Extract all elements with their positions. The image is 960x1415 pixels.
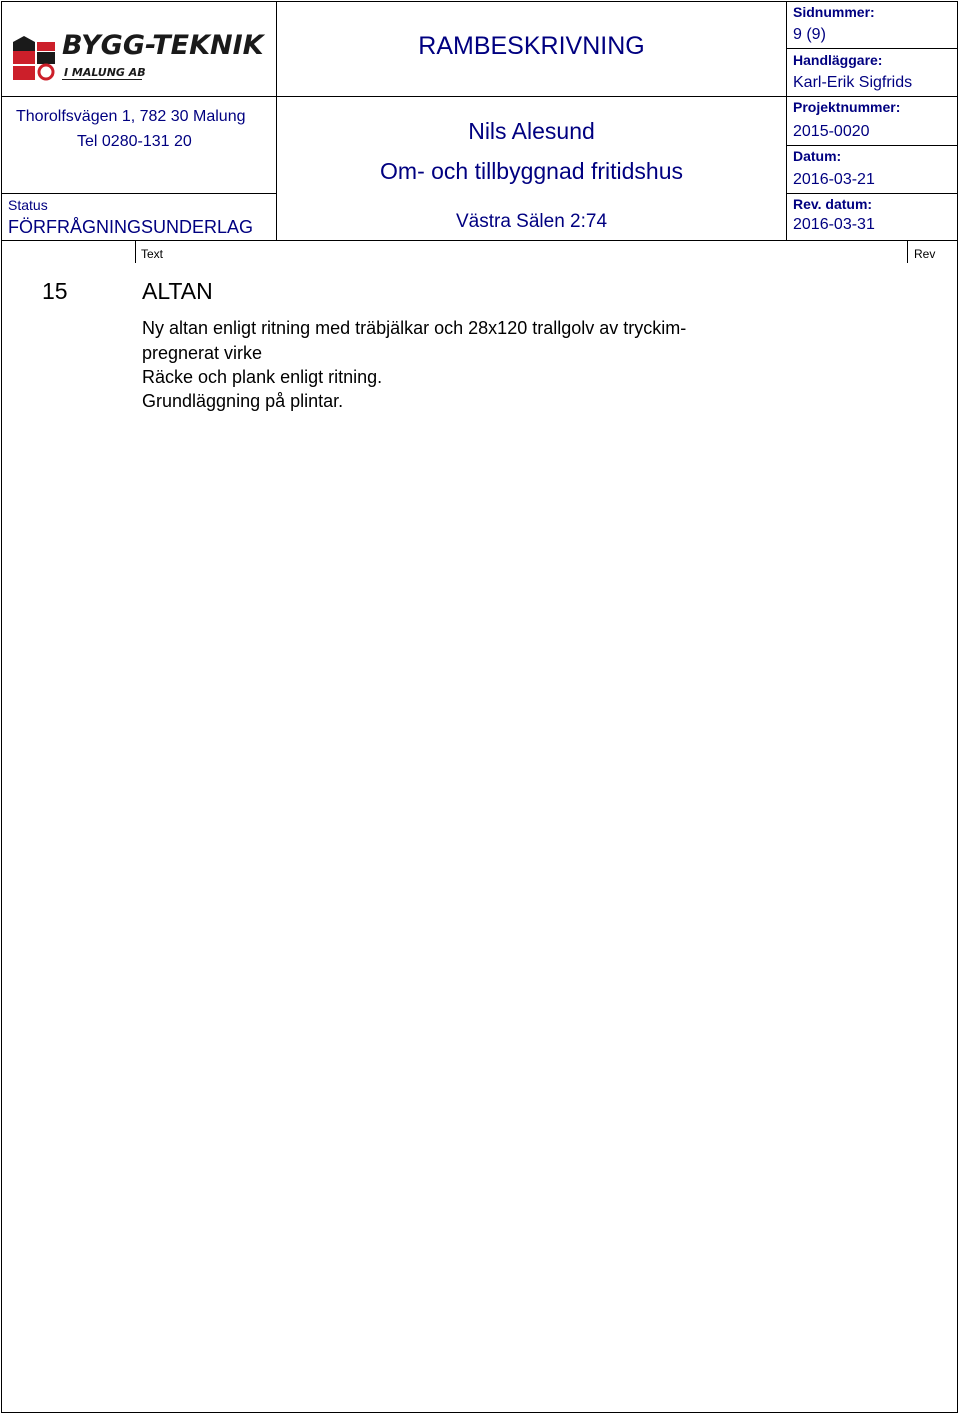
client-name: Nils Alesund	[468, 118, 595, 144]
section-title: ALTAN	[142, 278, 213, 304]
meta-divider-2	[786, 96, 958, 97]
status-label: Status	[8, 197, 48, 213]
company-address: Thorolfsvägen 1, 782 30 Malung	[16, 108, 246, 125]
company-subtitle: I MALUNG AB	[64, 66, 146, 79]
rev-date-label: Rev. datum:	[793, 196, 873, 212]
address-status-divider	[1, 193, 277, 194]
status-value: FÖRFRÅGNINGSUNDERLAG	[8, 217, 254, 237]
page-number-label: Sidnummer:	[793, 4, 875, 20]
handler-label: Handläggare:	[793, 52, 883, 68]
meta-divider-4	[786, 193, 958, 194]
date-value: 2016-03-21	[793, 171, 875, 188]
company-phone: Tel 0280-131 20	[77, 133, 192, 150]
rev-column-label: Rev	[914, 247, 936, 261]
project-number-label: Projektnummer:	[793, 99, 901, 115]
handler-value: Karl-Erik Sigfrids	[793, 74, 913, 91]
project-location: Västra Sälen 2:74	[455, 211, 608, 232]
section-text-line: Ny altan enligt ritning med träbjälkar och 28x120 trallgolv av tryckim-	[142, 318, 687, 338]
title-divider	[276, 96, 787, 97]
section-text-line: Grundläggning på plintar.	[142, 391, 344, 411]
logo-mark-icon	[10, 30, 60, 82]
rev-date-value: 2016-03-31	[793, 216, 875, 233]
text-column-marker	[135, 241, 136, 263]
section-text-line: pregnerat virke	[142, 343, 263, 363]
logo-address-divider	[1, 96, 277, 97]
document-type: RAMBESKRIVNING	[418, 32, 645, 60]
text-column-label: Text	[141, 247, 164, 261]
rev-column-marker	[907, 241, 908, 263]
section-number: 15	[42, 278, 68, 304]
date-label: Datum:	[793, 148, 842, 164]
header-bottom-line	[1, 240, 958, 241]
project-number-value: 2015-0020	[793, 123, 870, 140]
company-name: BYGG-TEKNIK	[62, 30, 264, 61]
logo-underline	[62, 79, 142, 80]
project-name: Om- och tillbyggnad fritidshus	[380, 158, 683, 184]
section-text-line: Räcke och plank enligt ritning.	[142, 367, 383, 387]
page-number-value: 9 (9)	[793, 26, 826, 43]
meta-divider-3	[786, 145, 958, 146]
meta-divider-1	[786, 48, 958, 49]
